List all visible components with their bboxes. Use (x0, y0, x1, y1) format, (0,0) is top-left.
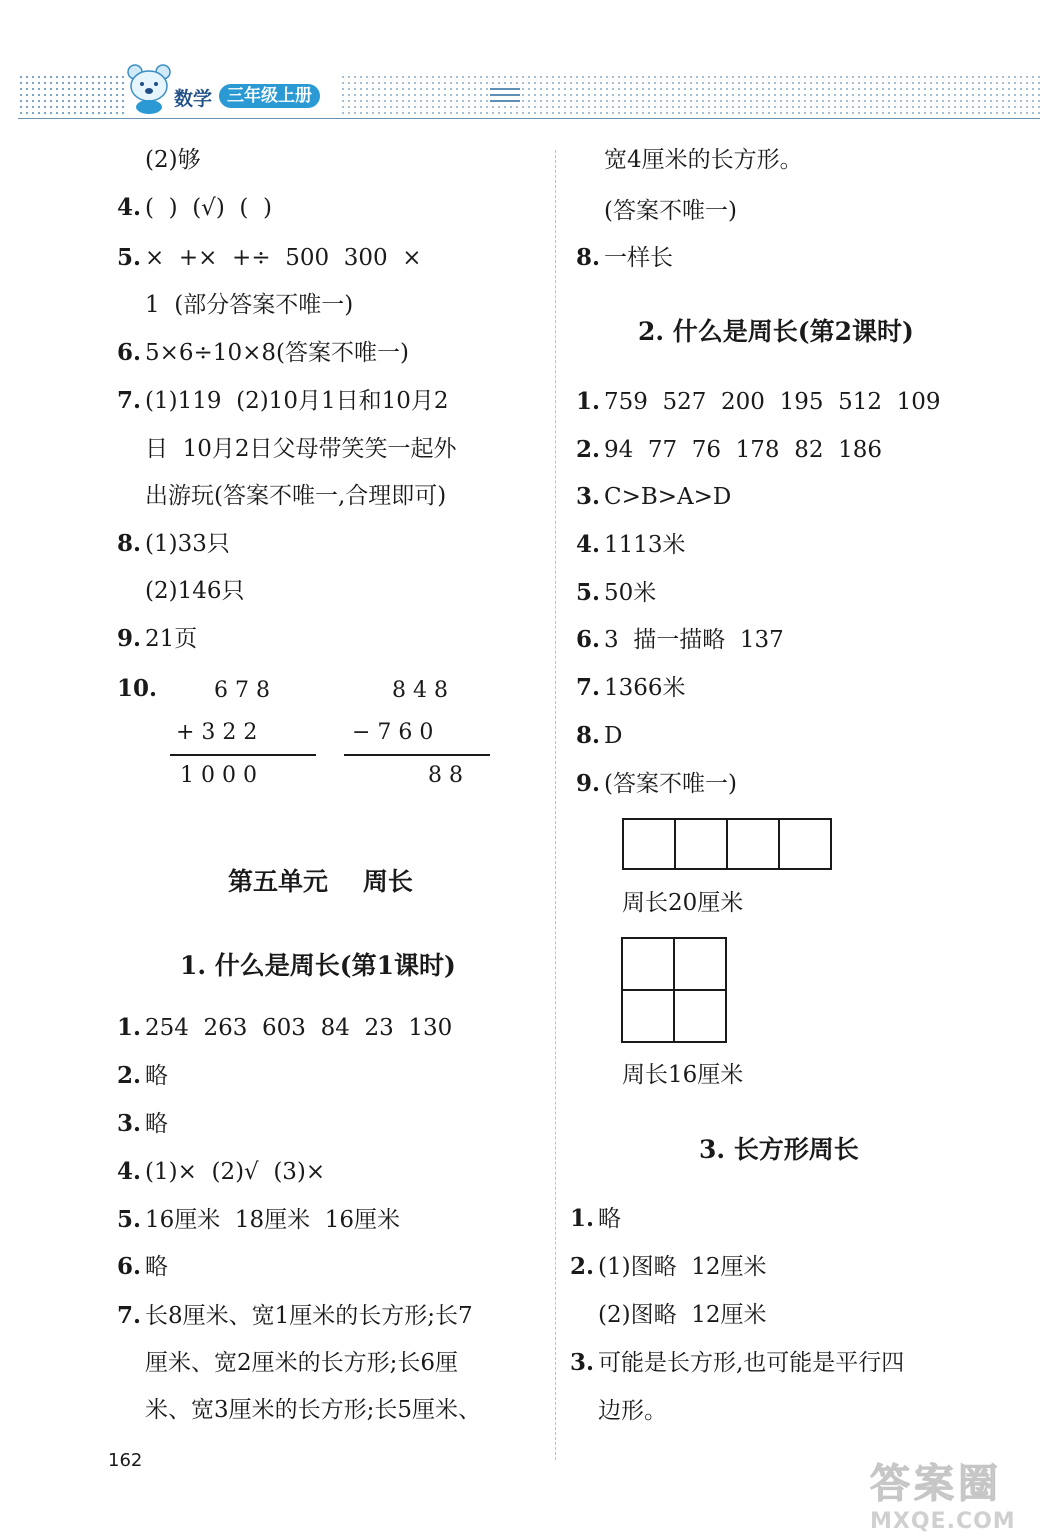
answer-line: 略 (145, 1111, 168, 1137)
answer-line: 长8厘米、宽1厘米的长方形;长7 (145, 1303, 473, 1329)
answer-line: (1)图略 12厘米 (598, 1254, 767, 1280)
grid-square (674, 818, 728, 870)
question-number: 5. (117, 1206, 142, 1233)
question-number: 6. (117, 339, 142, 366)
answer-line: × +× +÷ 500 300 × (145, 245, 422, 271)
answer-line: ( ) (√) ( ) (145, 195, 272, 221)
answer-line: 1113米 (604, 532, 686, 558)
answer-line: (1)33只 (145, 531, 230, 557)
answer-line: 1 (部分答案不唯一) (145, 292, 354, 318)
grade-badge: 三年级上册 (219, 84, 320, 108)
question-number: 4. (117, 1158, 142, 1185)
addition-result-row: 1 0 0 0 (180, 763, 257, 788)
page-number: 162 (108, 1450, 143, 1471)
subtraction-rule (344, 754, 490, 756)
question-number: 3. (576, 483, 601, 510)
subtraction-result-row: 8 8 (428, 763, 463, 788)
answer-line: 5×6÷10×8(答案不唯一) (145, 340, 409, 366)
question-number: 5. (117, 244, 142, 271)
addition-operand-row: + 3 2 2 (176, 720, 258, 745)
question-number: 6. (117, 1253, 142, 1280)
header-dot-pattern-left (18, 74, 128, 116)
answer-line: 3 描一描略 137 (604, 627, 784, 653)
answer-line: 254 263 603 84 23 130 (145, 1015, 453, 1041)
question-number: 8. (576, 244, 601, 271)
watermark-logo (870, 1452, 1042, 1534)
answer-line: 略 (598, 1206, 621, 1232)
answer-line: 米、宽3厘米的长方形;长5厘米、 (145, 1397, 482, 1423)
question-number: 7. (117, 387, 142, 414)
question-number: 6. (576, 626, 601, 653)
answer-line: (答案不唯一) (604, 198, 737, 224)
figure-caption: 周长20厘米 (622, 890, 744, 916)
question-number: 8. (117, 530, 142, 557)
subject-label: 数学 (174, 88, 213, 110)
question-number: 7. (117, 1302, 142, 1329)
answer-line: 16厘米 18厘米 16厘米 (145, 1207, 401, 1233)
bear-mascot-icon (124, 62, 174, 114)
answer-line: 21页 (145, 626, 198, 652)
watermark-title: 答案圈 (870, 1461, 1002, 1507)
grid-square (673, 989, 727, 1043)
answer-line: (1)× (2)√ (3)× (145, 1159, 326, 1185)
question-number: 2. (117, 1062, 142, 1089)
grid-square (726, 818, 780, 870)
grid-square (621, 937, 675, 991)
column-divider (555, 150, 556, 1460)
grid-square (778, 818, 832, 870)
answer-line: 日 10月2日父母带笑笑一起外 (145, 436, 457, 462)
header-bars-decoration (490, 88, 520, 106)
answer-line: 1366米 (604, 675, 686, 701)
question-number: 3. (117, 1110, 142, 1137)
question-number: 7. (576, 674, 601, 701)
question-number: 2. (570, 1253, 595, 1280)
answer-line: (2)够 (145, 147, 201, 173)
answer-line: (答案不唯一) (604, 771, 737, 797)
header-rule (18, 118, 1040, 119)
addition-rule (170, 754, 316, 756)
answer-line: (2)146只 (145, 578, 245, 604)
answer-line: (2)图略 12厘米 (598, 1302, 767, 1328)
answer-line: 可能是长方形,也可能是平行四 (598, 1350, 905, 1376)
lesson-title: 3. 长方形周长 (699, 1135, 859, 1164)
question-number: 1. (576, 388, 601, 415)
unit-title: 第五单元 周长 (228, 867, 413, 896)
answer-line: 边形。 (598, 1398, 667, 1424)
answer-line: 一样长 (604, 245, 673, 271)
lesson-title: 2. 什么是周长(第2课时) (638, 317, 914, 346)
answer-line: 94 77 76 178 82 186 (604, 437, 882, 463)
answer-line: 759 527 200 195 512 109 (604, 389, 941, 415)
grid-square (621, 989, 675, 1043)
question-number: 9. (117, 625, 142, 652)
answer-line: 略 (145, 1063, 168, 1089)
figure-caption: 周长16厘米 (622, 1062, 744, 1088)
subtraction-top-row: 8 4 8 (392, 678, 448, 703)
grid-square (673, 937, 727, 991)
answer-line: D (604, 723, 623, 749)
question-number: 3. (570, 1349, 595, 1376)
question-number: 1. (117, 1014, 142, 1041)
subtraction-operand-row: − 7 6 0 (352, 720, 434, 745)
answer-line: 略 (145, 1254, 168, 1280)
answer-line: 50米 (604, 580, 657, 606)
question-number: 10. (117, 675, 158, 702)
grid-square (622, 818, 676, 870)
question-number: 5. (576, 579, 601, 606)
answer-line: 出游玩(答案不唯一,合理即可) (145, 483, 447, 509)
question-number: 9. (576, 770, 601, 797)
watermark-url: MXQE.COM (870, 1509, 1016, 1534)
answer-line: 厘米、宽2厘米的长方形;长6厘 (145, 1350, 459, 1376)
answer-line: 宽4厘米的长方形。 (604, 147, 803, 173)
question-number: 8. (576, 722, 601, 749)
question-number: 1. (570, 1205, 595, 1232)
lesson-title: 1. 什么是周长(第1课时) (180, 951, 456, 980)
answer-line: C>B>A>D (604, 484, 732, 510)
question-number: 4. (576, 531, 601, 558)
addition-top-row: 6 7 8 (214, 678, 270, 703)
answer-line: (1)119 (2)10月1日和10月2 (145, 388, 449, 414)
question-number: 4. (117, 194, 142, 221)
header-dot-pattern-right (340, 74, 1040, 116)
question-number: 2. (576, 436, 601, 463)
